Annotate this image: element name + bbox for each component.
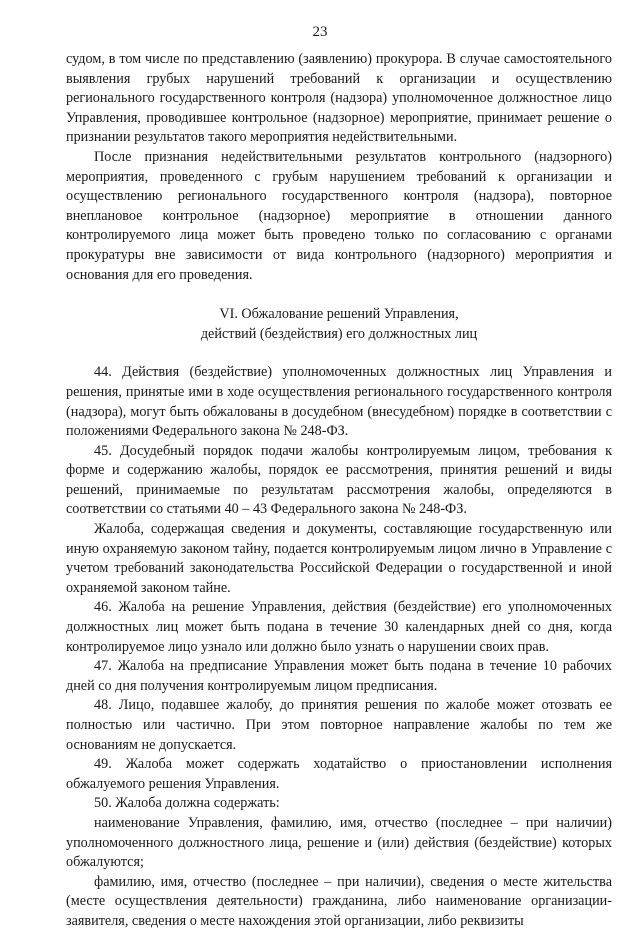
paragraph-48: 48. Лицо, подавшее жалобу, до принятия решения по жалобе может отозвать ее полностью или частично. При этом повторное направление жалобы по тем же основаниям не допускается. bbox=[66, 697, 612, 753]
paragraph-49: 49. Жалоба может содержать ходатайство о приостановлении исполнения обжалуемого решения Управления. bbox=[66, 756, 612, 792]
page-number: 23 bbox=[312, 24, 328, 40]
paragraph: Жалоба, содержащая сведения и документы, составляющие государственную или иную охраняемую законом тайну, подается контролируемым лицом лично в Управление с учетом требований законодательства Российской Федерации о государственной и иной охраняемой законом тайне. bbox=[66, 521, 612, 596]
section-heading-line: действий (бездействия) его должностных лиц bbox=[200, 325, 478, 342]
paragraph: наименование Управления, фамилию, имя, отчество (последнее – при наличии) уполномоченного должностного лица, решение и (или) действия (бездействие) которых обжалуются; bbox=[66, 814, 612, 871]
paragraph-44: 44. Действия (бездействие) уполномоченных должностных лиц Управления и решения, принятые ими в ходе осуществления регионального государственного контроля (надзора), могут быть обжалованы в досудебном (внесудебном) порядке в соответствии с положениями Федерального закона № 248-ФЗ. bbox=[66, 364, 612, 440]
paragraph-46: 46. Жалоба на решение Управления, действия (бездействие) его уполномоченных должностных лиц может быть подана в течение 30 календарных дней со дня, когда контролируемое лицо узнало или должно было узнать о нарушении своих прав. bbox=[66, 599, 612, 655]
paragraph: фамилию, имя, отчество (последнее – при наличии), сведения о месте жительства (месте осуществления деятельности) гражданина, либо наименование организации-заявителя, сведения о месте нахождения этой организации, либо реквизиты bbox=[66, 873, 612, 929]
paragraph-45: 45. Досудебный порядок подачи жалобы контролируемым лицом, требования к форме и содержанию жалобы, порядок ее рассмотрения, принятия решений и виды решений, принимаемые по результатам рассмотрения жалобы, определяются в соответствии со статьями 40 – 43 Федерального закона № 248-ФЗ. bbox=[66, 442, 612, 518]
paragraph: судом, в том числе по представлению (заявлению) прокурора. В случае самостоятельного выявления грубых нарушений требований к организации и осуществлению регионального государственного контроля (надзора) уполномоченное должностное лицо Управления, проводившее контрольное (надзорное) мероприятие, принимает решение о признании результатов такого мероприятия недействительными. bbox=[66, 51, 612, 146]
paragraph: После признания недействительными результатов контрольного (надзорного) мероприятия, проведенного с грубым нарушением требований к организации и осуществлению регионального государственного контроля (надзора), повторное внеплановое контрольное (надзорное) мероприятие в отношении данного контролируемого лица может быть проведено только по согласованию с органами прокуратуры вне зависимости от вида контрольного (надзорного) мероприятия и основания для его проведения. bbox=[66, 148, 612, 283]
paragraph-47: 47. Жалоба на предписание Управления может быть подана в течение 10 рабочих дней со дня получения контролируемым лицом предписания. bbox=[66, 658, 612, 694]
section-heading bbox=[66, 305, 612, 344]
section-heading-line: VI. Обжалование решений Управления, bbox=[219, 306, 459, 323]
document-body bbox=[66, 50, 612, 932]
paragraph-50: 50. Жалоба должна содержать: bbox=[94, 795, 280, 812]
